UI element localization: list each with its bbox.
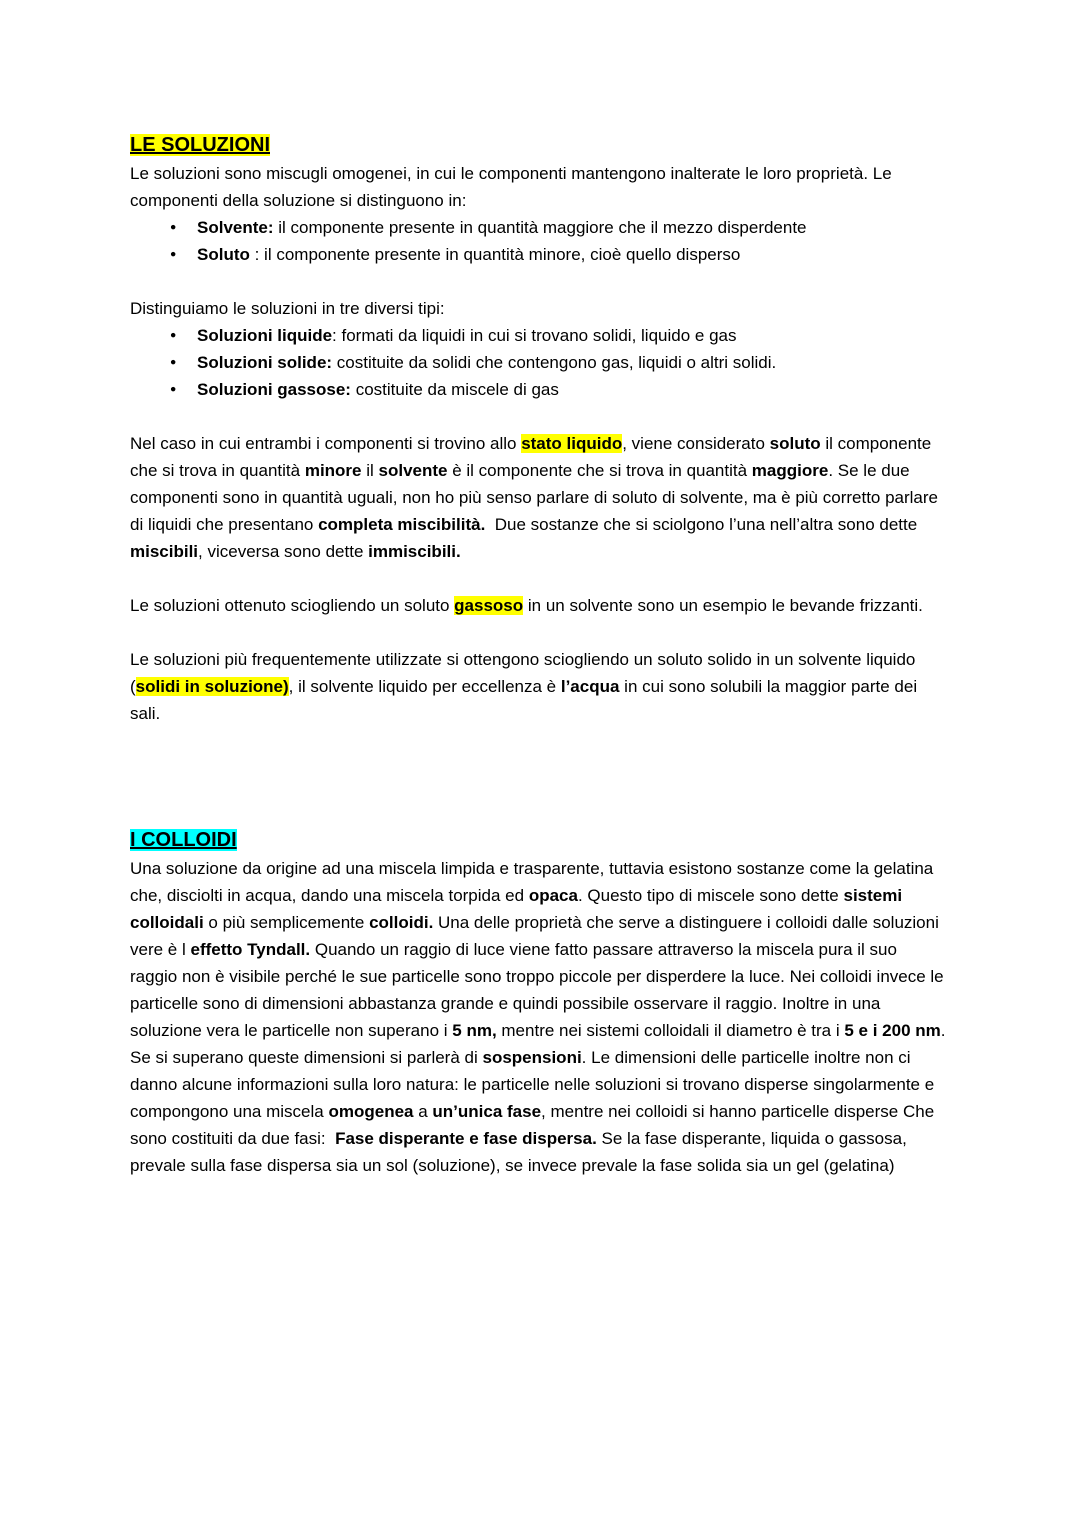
text-segment: stato liquido xyxy=(521,434,623,453)
text-segment: Due sostanze che si sciolgono l’una nell’altra sono dette xyxy=(485,515,918,534)
text-segment: Le soluzioni sono miscugli omogenei, in cui le componenti mantengono inalterate le loro proprietà. Le componenti della soluzione si distinguono in: xyxy=(130,164,892,210)
text-segment: . Questo tipo di miscele sono dette xyxy=(577,886,844,905)
text-segment: a xyxy=(413,1102,433,1121)
text-segment: Soluzioni solide: xyxy=(197,353,333,372)
text-segment: . Le dimensioni delle particelle inoltre non ci danno alcune informazioni sulla loro natura: le particelle nelle soluzioni si trovano disperse singolarmente e compongono una miscela xyxy=(130,1048,935,1121)
text-segment: costituite da miscele di gas xyxy=(350,380,559,399)
text-segment: Le soluzioni più frequentemente utilizzate si ottengono sciogliendo un soluto solido in un solvente liquido ( xyxy=(130,650,916,696)
text-segment: Nel caso in cui entrambi i componenti si trovino allo xyxy=(130,434,522,453)
text-segment: Solvente: xyxy=(197,218,274,237)
text-segment: Una delle proprietà che serve a distinguere i colloidi dalle soluzioni vere è l xyxy=(130,913,939,959)
paragraph-colloidi xyxy=(130,855,948,1179)
text-segment: 5 e i 200 nm xyxy=(844,1021,941,1040)
list-item-soluzioni-gassose xyxy=(197,376,948,403)
text-segment: l’acqua xyxy=(560,677,620,696)
section-heading-i-colloidi xyxy=(130,825,948,855)
text-segment: sistemi colloidali xyxy=(130,886,903,932)
text-segment: opaca xyxy=(528,886,578,905)
text-segment: il componente che si trova in quantità xyxy=(130,434,932,480)
text-segment: LE SOLUZIONI xyxy=(130,134,270,156)
text-segment: Quando un raggio di luce viene fatto passare attraverso la miscela pura il suo raggio non è visibile perché le sue particelle sono troppo piccole per disperdere la luce. Nei colloidi invece le particelle sono di dimensioni abbastanza grande e quindi possibile osservare il raggio. Inoltre in una soluzione vera le particelle non superano i xyxy=(130,940,944,1040)
text-segment: I COLLOIDI xyxy=(130,829,237,851)
text-segment: Se la fase disperante, liquida o gassosa, prevale sulla fase dispersa sia un sol (soluzione), se invece prevale la fase solida sia un gel (gelatina) xyxy=(130,1129,907,1175)
paragraph-soluzioni-intro xyxy=(130,160,948,214)
text-segment: mentre nei sistemi colloidali il diametro è tra i xyxy=(496,1021,845,1040)
text-segment: soluto xyxy=(769,434,821,453)
text-segment: sospensioni xyxy=(482,1048,582,1067)
paragraph-tipi-intro xyxy=(130,295,948,322)
text-segment: Una soluzione da origine ad una miscela limpida e trasparente, tuttavia esistono sostanze come la gelatina che, disciolti in acqua, dando una miscela torpida ed xyxy=(130,859,934,905)
text-segment: solidi in soluzione) xyxy=(135,677,289,696)
text-segment: gassoso xyxy=(454,596,524,615)
text-segment: maggiore xyxy=(751,461,829,480)
paragraph-soluto-gassoso xyxy=(130,592,948,619)
text-segment: , il solvente liquido per eccellenza è xyxy=(288,677,561,696)
text-segment: Soluto xyxy=(197,245,250,264)
text-segment: . Se le due componenti sono in quantità uguali, non ho più senso parlare di soluto di solvente, ma è più corretto parlare di liquidi che presentano xyxy=(130,461,939,534)
text-segment: immiscibili. xyxy=(368,542,461,561)
bullet-list-tipi-soluzioni xyxy=(130,322,948,403)
list-item-soluzioni-solide xyxy=(197,349,948,376)
text-segment: Soluzioni gassose: xyxy=(197,380,351,399)
text-segment: effetto Tyndall. xyxy=(190,940,311,959)
text-segment: Fase disperante e fase dispersa. xyxy=(335,1129,597,1148)
text-segment: omogenea xyxy=(328,1102,414,1121)
text-segment: colloidi. xyxy=(369,913,434,932)
text-segment: . Se si superano queste dimensioni si parlerà di xyxy=(130,1021,946,1067)
text-segment: : formati da liquidi in cui si trovano solidi, liquido e gas xyxy=(332,326,737,345)
text-segment: un’unica fase xyxy=(432,1102,542,1121)
list-item-soluzioni-liquide xyxy=(197,322,948,349)
bullet-list-componenti xyxy=(130,214,948,268)
section-heading-le-soluzioni xyxy=(130,130,948,160)
text-segment: Distinguiamo le soluzioni in tre diversi tipi: xyxy=(130,299,445,318)
text-segment: miscibili xyxy=(130,542,199,561)
list-item-soluto xyxy=(197,241,948,268)
text-segment: completa miscibilità. xyxy=(318,515,486,534)
text-segment: 5 nm, xyxy=(452,1021,497,1040)
text-segment: è il componente che si trova in quantità xyxy=(447,461,752,480)
text-segment: il componente presente in quantità maggiore che il mezzo disperdente xyxy=(273,218,807,237)
text-segment: minore xyxy=(304,461,362,480)
text-segment: : il componente presente in quantità minore, cioè quello disperso xyxy=(249,245,741,264)
text-segment: , mentre nei colloidi si hanno particelle disperse Che sono costituiti da due fasi: xyxy=(130,1102,935,1148)
paragraph-solidi-in-soluzione xyxy=(130,646,948,727)
text-segment: il xyxy=(361,461,379,480)
paragraph-stato-liquido xyxy=(130,430,948,565)
text-segment: , viceversa sono dette xyxy=(198,542,369,561)
text-segment: in cui sono solubili la maggior parte dei sali. xyxy=(130,677,918,723)
text-segment: Le soluzioni ottenuto sciogliendo un soluto xyxy=(130,596,455,615)
text-segment: Soluzioni liquide xyxy=(197,326,333,345)
text-segment: in un solvente sono un esempio le bevande frizzanti. xyxy=(523,596,923,615)
text-segment: o più semplicemente xyxy=(203,913,370,932)
list-item-solvente xyxy=(197,214,948,241)
text-segment: , viene considerato xyxy=(622,434,770,453)
text-segment: costituite da solidi che contengono gas, liquidi o altri solidi. xyxy=(332,353,777,372)
text-segment: solvente xyxy=(378,461,448,480)
